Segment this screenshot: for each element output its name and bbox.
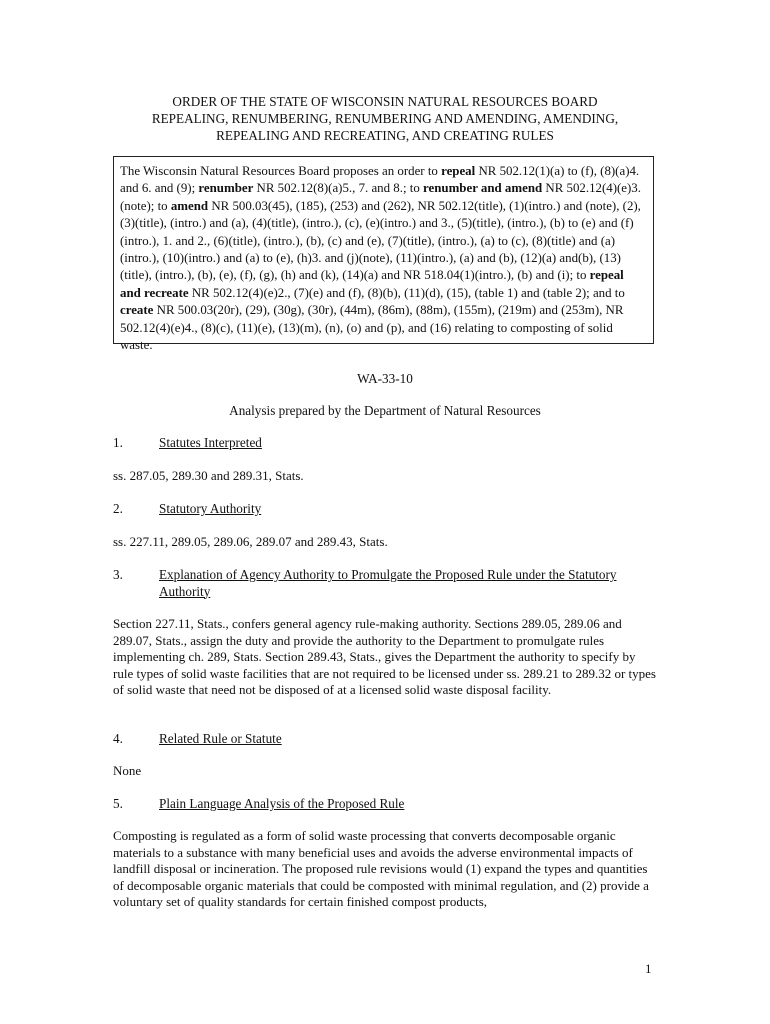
order-title [100,93,670,144]
section-body: Composting is regulated as a form of solid waste processing that converts decomposable organic materials to a substance with many beneficial uses and avoids the adverse environmental impacts of landfill disposal or incineration. The proposed rule revisions would (1) expand the types and quantities of decomposable organic materials that could be composted with minimal regulation, and (2) provide a voluntary set of quality standards for certain finished compost products, [113,828,649,910]
section-number: 4. [113,731,123,746]
summary-text: NR 500.03(45), (185), (253) and (262), NR 502.12(title), (1)(intro.) and (note), (2), (3)(title), (intro.) and (a), (4)(title), (intro.), (c), (e)(intro.) and 3., (5)(title), (intro.), (b) to (e) and (f)(intro.), 1. and 2., (6)(title), (intro.), (b), (c) and (e), (7)(title), (intro.), (a) to (c), (8)(title) and (a)(intro.), (10)(intro.) and (a) to (e), (h)3. and (j)(note), (11)(intro.), (a) and (b), (12)(a) and(b), (13)(title), (intro.), (b), (e), (f), (g), (h) and (k), (14)(a) and NR 518.04(1)(intro.), (b) and (i); to [120,198,641,283]
section-number: 1. [113,435,123,450]
summary-text: The Wisconsin Natural Resources Board proposes an order to [120,164,442,178]
docket-number: WA-33-10 [357,371,413,386]
keyword-repeal-and-recreate: repeal and recreate [120,268,624,300]
title-line: ORDER OF THE STATE OF WISCONSIN NATURAL RESOURCES BOARD [172,94,598,109]
section-title: Statutory Authority [159,501,262,516]
title-line: REPEALING AND RECREATING, AND CREATING RULES [216,128,554,143]
title-line: REPEALING, RENUMBERING, RENUMBERING AND AMENDING, AMENDING, [151,111,619,126]
summary-text: NR 502.12(8)(a)5., 7. and 8.; to [253,181,424,196]
section-body: ss. 227.11, 289.05, 289.06, 289.07 and 289.43, Stats. [113,534,388,549]
section-number: 2. [113,501,123,516]
section-title: Related Rule or Statute [159,731,282,746]
keyword-amend: amend [170,198,209,213]
section-title: Explanation of Agency Authority to Promulgate the Proposed Rule under the Statutory Authority [159,567,617,599]
section-body: Section 227.11, Stats., confers general agency rule-making authority. Sections 289.05, 289.06 and 289.07, Stats., assign the duty and provide the authority to the Department to promulgate rules implementing ch. 289, Stats. Section 289.43, Stats., gives the Department the authority to specify by rule types of solid waste facilities that are not required to be licensed under ss. 289.21 to 289.32 or types of solid waste that need not be disposed of at a licensed solid waste disposal facility. [113,616,656,698]
section-body: None [113,763,142,778]
summary-text: NR 502.12(4)(e)3.(note); to [120,181,641,213]
section-body: ss. 287.05, 289.30 and 289.31, Stats. [113,468,304,483]
analysis-byline: Analysis prepared by the Department of Natural Resources [229,403,541,418]
summary-text: NR 500.03(20r), (29), (30g), (30r), (44m), (86m), (88m), (155m), (219m) and (253m), NR 502.12(4)(e)4., (8)(c), (11)(e), (13)(m), (n), (o) and (p), and (16) relating to composting of solid waste. [120,303,624,353]
page-number: 1 [645,961,652,976]
keyword-repeal: repeal [441,164,476,178]
section-title: Plain Language Analysis of the Proposed Rule [159,796,405,811]
summary-text: NR 502.12(4)(e)2., (7)(e) and (f), (8)(b), (11)(d), (15), (table 1) and (table 2); and to [188,285,625,300]
section-number: 5. [113,796,123,811]
order-summary-box [113,156,654,353]
section-title: Statutes Interpreted [159,435,262,450]
keyword-renumber-and-amend: renumber and amend [423,181,543,196]
keyword-create: create [120,303,154,318]
section-number: 3. [113,567,123,582]
summary-text: NR 502.12(1)(a) to (f), (8)(a)4. and 6. and (9); [120,164,640,196]
keyword-renumber: renumber [198,181,254,196]
